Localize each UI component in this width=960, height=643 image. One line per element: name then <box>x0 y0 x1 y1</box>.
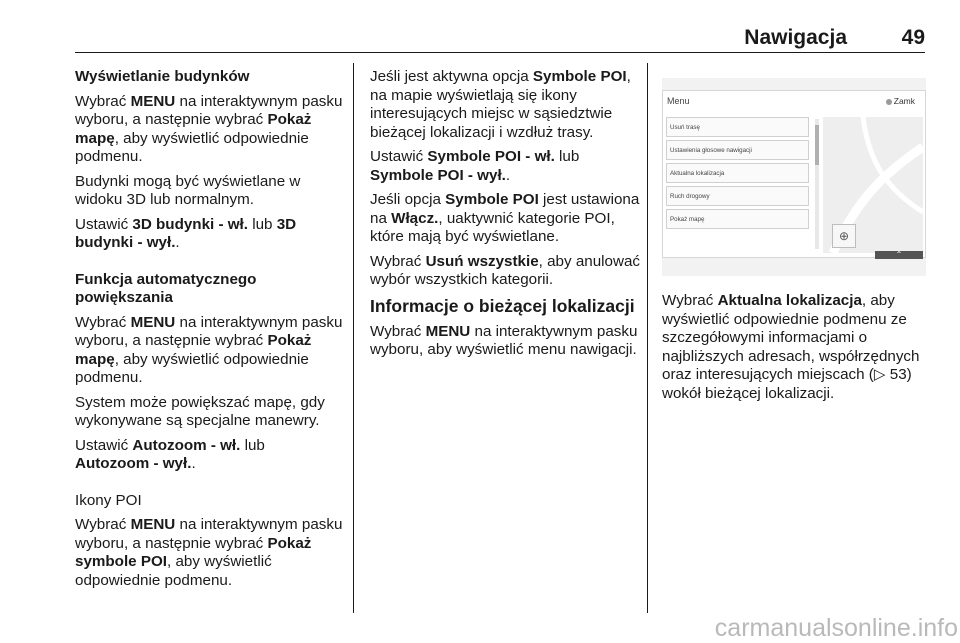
screen-display <box>662 90 926 258</box>
screen-chevron-up-icon: ⌃ <box>875 251 923 259</box>
screen-location-icon: ⊕ <box>832 224 856 248</box>
location-section-heading: Informacje o bieżącej lokalizacji <box>370 295 635 316</box>
arrow-reference-icon: ▷ <box>873 366 886 383</box>
screen-menu-item: Ustawienia głosowe nawigacji <box>666 140 809 160</box>
column-divider-left <box>353 63 354 613</box>
header-title: Nawigacja <box>744 26 847 49</box>
zoom-paragraph-3: Ustawić Autozoom - wł. lub Autozoom - wył.. <box>75 436 265 472</box>
location-paragraph: Wybrać MENU na interaktywnym pasku wyboru, aby wyświetlić menu nawigacji. <box>370 322 638 358</box>
screen-close-button: Zamk <box>886 96 915 106</box>
poi-clear-paragraph: Wybrać Usuń wszystkie, aby anulować wybór wszystkich kategorii. <box>370 252 640 288</box>
screen-menu-item: Ruch drogowy <box>666 186 809 206</box>
screen-scrollbar <box>815 119 819 249</box>
column-middle <box>370 68 640 366</box>
screen-menu-title: Menu <box>667 96 690 106</box>
watermark: carmanualsonline.info <box>714 614 958 642</box>
current-location-paragraph: Wybrać Aktualna lokalizacja, aby wyświetlić odpowiednie podmenu ze szczegółowymi informacjami o najbliższych adresach, współrzędnych oraz interesujących miejscach (▷ 53) wokół bieżącej lokalizacji. <box>662 292 920 402</box>
poi-categories-paragraph: Jeśli opcja Symbole POI jest ustawiona na Włącz., uaktywnić kategorie POI, które mają być wyświetlane. <box>370 191 640 245</box>
screen-menu-item: Pokaż mapę <box>666 209 809 229</box>
zoom-heading: Funkcja automatycznego powiększania <box>75 270 257 306</box>
poi-active-paragraph: Jeśli jest aktywna opcja Symbole POI, na mapie wyświetlają się ikony interesujących miejsc w sąsiedztwie bieżącej lokalizacji i wzdłuż trasy. <box>370 68 631 141</box>
buildings-heading: Wyświetlanie budynków <box>75 68 250 85</box>
screen-menu-list <box>666 117 809 232</box>
navigation-menu-screenshot <box>662 78 926 276</box>
header-rule <box>75 52 925 53</box>
column-right <box>662 292 926 409</box>
column-divider-right <box>647 63 648 613</box>
page-header <box>75 26 925 50</box>
screen-menu-item: Usuń trasę <box>666 117 809 137</box>
screen-scroll-thumb <box>815 125 819 165</box>
poi-setting-paragraph: Ustawić Symbole POI - wł. lub Symbole POI - wył.. <box>370 148 580 184</box>
buildings-paragraph-2: Budynki mogą być wyświetlane w widoku 3D lub normalnym. <box>75 172 301 208</box>
buildings-paragraph-3: Ustawić 3D budynki - wł. lub 3D budynki - wył.. <box>75 215 297 251</box>
zoom-paragraph-2: System może powiększać mapę, gdy wykonywane są specjalne manewry. <box>75 393 325 429</box>
close-dot-icon <box>886 99 892 105</box>
screen-menu-item: Aktualna lokalizacja <box>666 163 809 183</box>
poi-paragraph-1: Wybrać MENU na interaktywnym pasku wyboru, a następnie wybrać Pokaż symbole POI, aby wyświetlić odpowiednie podmenu. <box>75 516 343 589</box>
page-number: 49 <box>901 26 925 49</box>
buildings-paragraph-1: Wybrać MENU na interaktywnym pasku wyboru, a następnie wybrać Pokaż mapę, aby wyświetlić odpowiednie podmenu. <box>75 92 343 165</box>
column-left <box>75 68 343 596</box>
poi-heading: Ikony POI <box>75 491 142 509</box>
zoom-paragraph-1: Wybrać MENU na interaktywnym pasku wyboru, a następnie wybrać Pokaż mapę, aby wyświetlić odpowiednie podmenu. <box>75 313 343 386</box>
